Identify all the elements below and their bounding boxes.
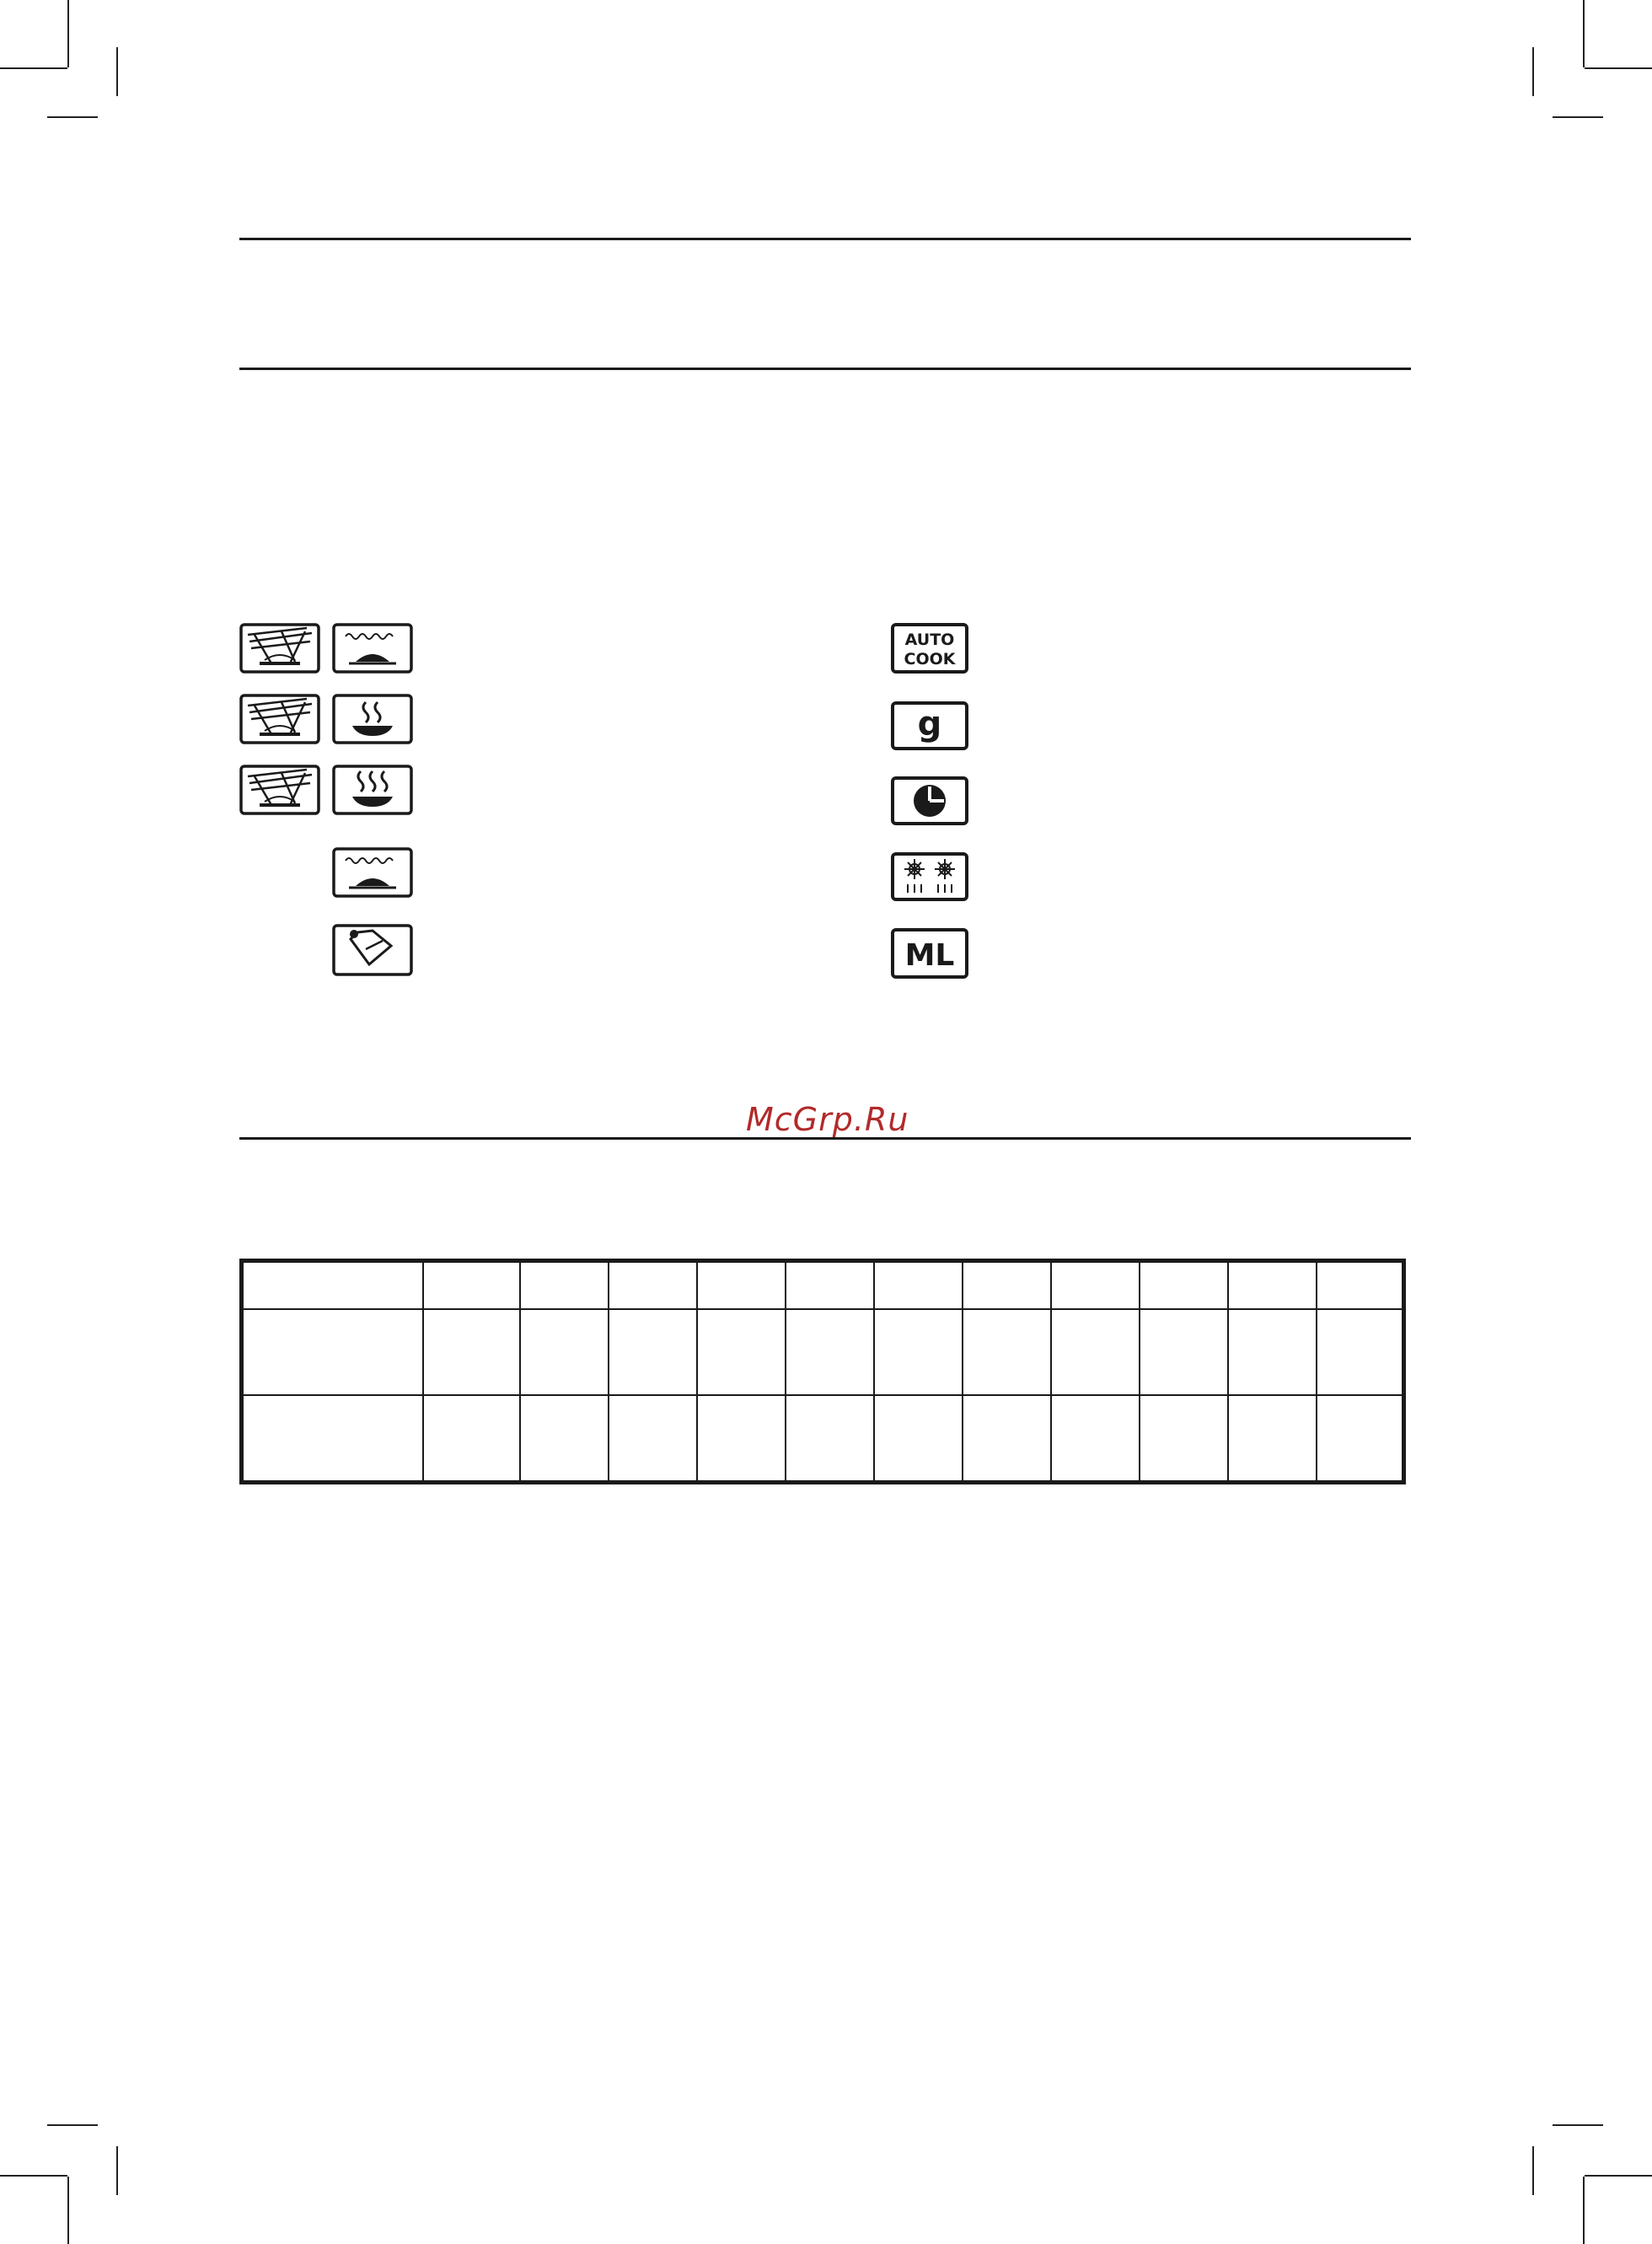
table-cell [520,1395,609,1483]
crop-mark-tl-h [0,67,67,69]
table-cell [423,1309,520,1395]
crop-mark-tl-h2 [47,116,98,118]
crop-mark-br-v2 [1532,2146,1534,2195]
auto-cook-line2: COOK [904,650,956,668]
table-cell [242,1395,423,1483]
watermark-text: McGrp.Ru [746,1101,909,1138]
crop-mark-tl-v2 [116,47,118,96]
table-cell [1228,1261,1317,1310]
crop-mark-tr-h [1585,67,1652,69]
table-cell [520,1309,609,1395]
table-cell [1140,1261,1228,1310]
table-cell [1051,1395,1140,1483]
table-row [242,1395,1404,1483]
crop-mark-bl-v [67,2177,69,2244]
grill-icon [332,847,413,898]
table-cell [609,1261,697,1310]
grill-microwave-medium-combi-icon [239,694,415,744]
section-rule-top [239,238,1411,240]
table-cell [1317,1309,1404,1395]
table-cell [874,1395,963,1483]
table-cell [1228,1309,1317,1395]
table-cell [1228,1395,1317,1483]
table-cell [609,1395,697,1483]
crop-mark-bl-v2 [116,2146,118,2195]
crop-mark-bl-h [0,2175,67,2177]
crop-mark-br-h2 [1553,2124,1603,2126]
table-cell [1317,1261,1404,1310]
table-cell [242,1261,423,1310]
grill-microwave-combi-icon [239,623,415,674]
time-icon [891,776,968,825]
table-cell [520,1261,609,1310]
table-cell [874,1309,963,1395]
table-cell [423,1261,520,1310]
table-cell [609,1309,697,1395]
crop-mark-bl-h2 [47,2124,98,2126]
table-row [242,1309,1404,1395]
crop-mark-tr-v [1583,0,1585,67]
grill-microwave-high-combi-icon [239,765,415,815]
data-table [239,1259,1406,1484]
table-cell [1140,1395,1228,1483]
memory-glyph: ML [904,938,955,973]
memory-icon [891,928,968,979]
auto-cook-line1: AUTO [904,631,955,649]
table-cell [963,1395,1051,1483]
table-cell [697,1395,786,1483]
table-cell [963,1309,1051,1395]
crop-mark-tr-v2 [1532,47,1534,96]
section-rule-second [239,368,1411,370]
crop-mark-br-v [1583,2177,1585,2244]
crop-mark-br-h [1585,2175,1652,2177]
table-cell [786,1395,874,1483]
table-cell [874,1261,963,1310]
table-cell [1140,1309,1228,1395]
table-cell [1317,1395,1404,1483]
table-cell [423,1395,520,1483]
table-cell [1051,1309,1140,1395]
crop-mark-tr-h2 [1553,116,1603,118]
table-cell [786,1261,874,1310]
defrost-program-icon [891,852,968,901]
table-cell [1051,1261,1140,1310]
table-cell [786,1309,874,1395]
auto-cook-icon [891,623,968,674]
weight-icon [891,701,968,750]
table-cell [963,1261,1051,1310]
table-cell [697,1261,786,1310]
table-cell [697,1309,786,1395]
weight-glyph: g [917,705,942,744]
defrost-icon [332,924,413,976]
table-header-row [242,1261,1404,1310]
table-cell [242,1309,423,1395]
crop-mark-tl-v [67,0,69,67]
